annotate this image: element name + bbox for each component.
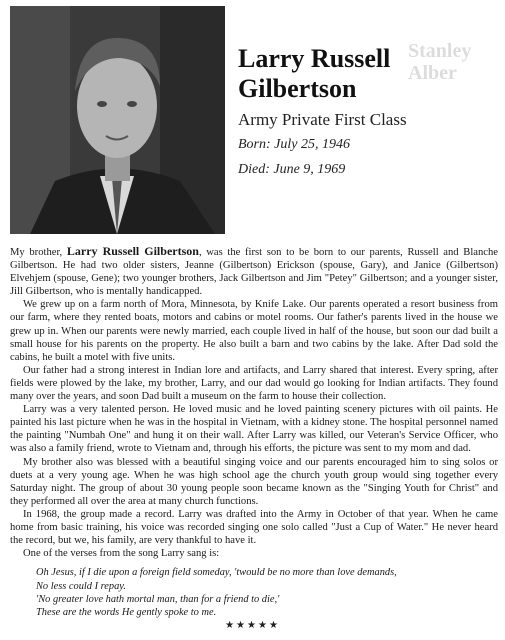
- page-title: [238, 44, 493, 104]
- paragraph-1: [10, 245, 498, 298]
- paragraph-3: Our father had a strong interest in Indian lore and artifacts, and Larry shared that interest. Every spring, after fields were plowed by the lake, my brother, Larry, and our dad would go looking for Indian artifacts. They found many over the years, and soon Dad built a museum on the farm to house their collection.: [10, 364, 498, 403]
- paragraph-7: One of the verses from the song Larry sang is:: [23, 548, 220, 560]
- bleed-through-text: Stanley Alber: [408, 40, 472, 84]
- p1-rest: , was the first son to be born to our parents, Russell and Blanche Gilbertson. He had two older sisters, Jeanne (Gilbertson) Erickson (spouse, Gary), and Janice (Gilbertson) Elvehjem (spouse, Gene); two younger brothers, Jack Gilbertson and Jim "Petey" Gilbertson; and a younger sister, Jill Gilbertson, who is mentally handicapped.: [10, 247, 498, 298]
- section-divider-stars: ★★★★★: [225, 620, 280, 631]
- portrait-photo: [10, 6, 225, 234]
- born-date: Born: July 25, 1946: [238, 137, 350, 152]
- p1-lead: My brother,: [10, 247, 67, 258]
- paragraph-6: In 1968, the group made a record. Larry was drafted into the Army in October of that year. When he came home from basic training, his voice was recorded singing one solo called "Just a Cup of Water." He never heard the record, but we, his family, are very thankful to have it.: [10, 508, 498, 547]
- verse-line: No less could I repay.: [36, 580, 126, 592]
- verse-line: 'No greater love hath mortal man, than for a friend to die,': [36, 594, 280, 606]
- name-line-1: Larry Russell: [238, 44, 391, 73]
- died-date: Died: June 9, 1969: [238, 162, 346, 177]
- name-line-2: Gilbertson: [238, 74, 357, 103]
- verse-line: Oh Jesus, if I die upon a foreign field someday, 'twould be no more than love demands,: [36, 567, 397, 579]
- verse-line: These are the words He gently spoke to me.: [36, 607, 217, 619]
- p1-name: Larry Russell Gilbertson: [66, 244, 199, 258]
- rank: Army Private First Class: [238, 110, 407, 129]
- portrait-illustration: [10, 6, 225, 234]
- paragraph-4: Larry was a very talented person. He loved music and he loved painting scenery pictures with oil paints. He painted his last picture when he was in the hospital in Vietnam, with a kidney stone. The hospital personnel named the painting "Numbah One" and hung it on their wall. After Larry was killed, our Veteran's Service Officer, who was also a family friend, wrote to Vietnam and, through his efforts, the picture was sent to my mom and dad.: [10, 404, 498, 455]
- biography: [10, 245, 498, 620]
- paragraph-2: We grew up on a farm north of Mora, Minnesota, by Knife Lake. Our parents operated a resort business from our farm, where they rented boats, motors and cabins or motel rooms. Our father's parents lived in the house we grew up in. When our parents were newly married, each couple lived in half of the house, but soon our dad built a small house for his parents on the property. He also built a barn and two cabins by the lake. After Dad sold the cabins, he built a motel with five units.: [10, 299, 498, 363]
- paragraph-5: My brother also was blessed with a beautiful singing voice and our parents encouraged him to sing solos or duets at a very young age. When he was high school age the church youth group would sing together every Saturday night. The group of about 30 young people soon became known as the "Singing Youth for Christ" and they performed all over the area at many church functions.: [10, 456, 498, 507]
- song-verse: [36, 566, 498, 620]
